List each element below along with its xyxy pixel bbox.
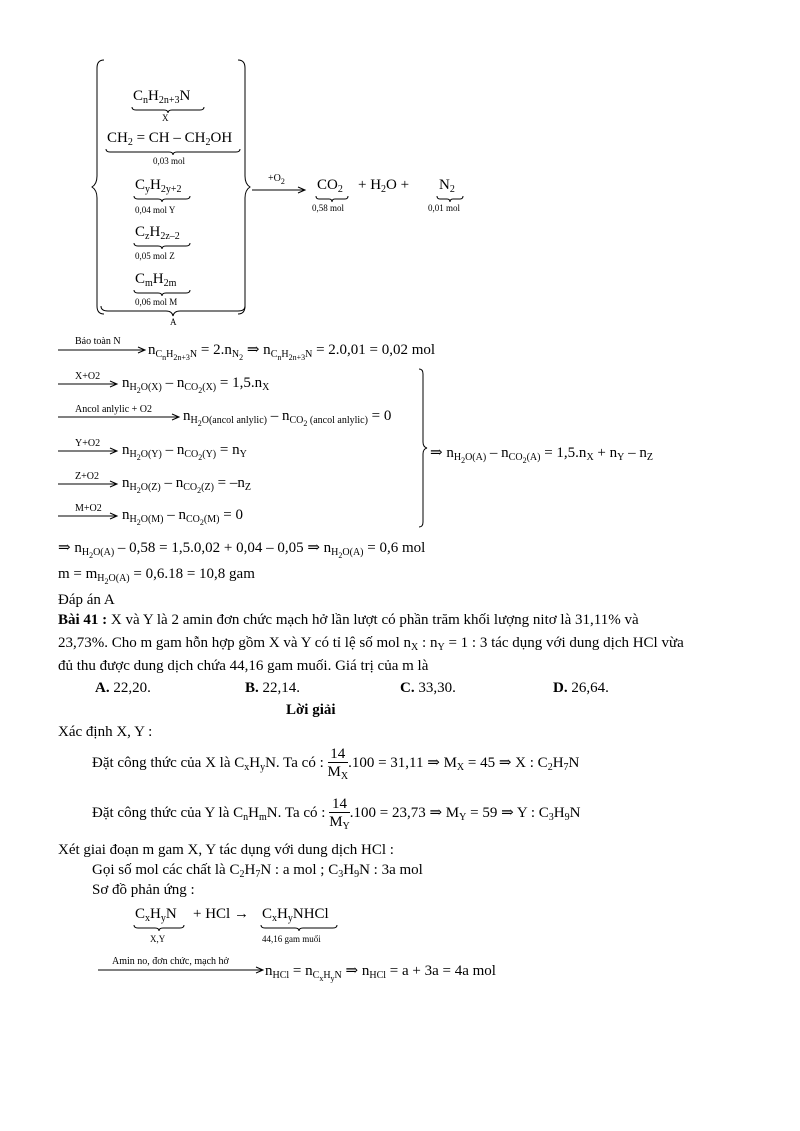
scheme-title: Sơ đồ phản ứng : bbox=[92, 882, 195, 898]
sys-label-z: Z+O2 bbox=[75, 471, 99, 482]
problem-text-2b: : n bbox=[418, 635, 438, 651]
problem-text-1: X và Y là 2 amin đơn chức mạch hở lần lượt có phần trăm khối lượng nitơ là 31,11% và bbox=[110, 612, 639, 628]
y-formula-line: Đặt công thức của Y là $C_nH_mN$. Ta có : $\frac{14}{M_Y}$ .100 = 23,73 ⇒ $M_Y = 59$ ⇒ Y : $C_3H_9N$ bbox=[92, 796, 581, 832]
problem-line-1 bbox=[58, 612, 639, 629]
sys-eq-z: $n_{H_2O(Z)} - n_{CO_2(Z)} = -n_Z$ bbox=[122, 475, 251, 495]
sys-label-allyl: Ancol anlylic + O2 bbox=[75, 404, 153, 415]
reactant-label: X,Y bbox=[150, 934, 166, 944]
sys-label-m: M+O2 bbox=[75, 503, 102, 514]
arrow-icon bbox=[58, 380, 120, 388]
product-n2: $N_2$ bbox=[439, 177, 455, 195]
underbrace bbox=[133, 289, 191, 297]
underbrace bbox=[436, 195, 464, 203]
product-salt: $C_xH_yNHCl$ bbox=[262, 906, 329, 924]
problem-text-2c: = 1 : 3 tác dụng với dung dịch HCl vừa bbox=[444, 635, 684, 651]
arrow-icon bbox=[98, 966, 266, 974]
option-c[interactable]: C. 33,30. bbox=[400, 680, 456, 696]
product-co2: $CO_2$ bbox=[317, 177, 343, 195]
sys-eq-x: $n_{H_2O(X)} - n_{CO_2(X)} = 1,5.n_X$ bbox=[122, 375, 270, 395]
option-a[interactable]: A. 22,20. bbox=[95, 680, 151, 696]
formula-z: $C_zH_{2z-2}$ bbox=[135, 224, 180, 242]
bao-toan-eq: $n_{C_nH_{2n+3}N} = 2.n_{N_2}$ ⇒ $n_{C_nH_{2n+3}N} = 2.0,01 = 0,02$ mol bbox=[148, 342, 436, 362]
formula-allyl-alcohol: $CH_2$ = CH – $CH_2OH$ bbox=[107, 130, 233, 148]
formula-y: $C_yH_{2y+2}$ bbox=[135, 177, 182, 195]
x-formula-line: Đặt công thức của X là $C_xH_yN$. Ta có : $\frac{14}{M_X}$ .100 = 31,11 ⇒ $M_X = 45$ ⇒ X : $C_2H_7N$ bbox=[92, 746, 580, 782]
arrow-icon bbox=[58, 346, 148, 354]
moles-line: Gọi số mol các chất là $C_2H_7N$ : a mol ; $C_3H_9N$ : 3a mol bbox=[92, 862, 423, 880]
group-label: A bbox=[170, 317, 177, 327]
sys-eq-allyl: $n_{H_2O(ancol anlylic)} - n_{CO_2 (ancol anlylic)} = 0$ bbox=[183, 408, 392, 428]
arrow-icon bbox=[252, 186, 308, 194]
arrow-icon bbox=[58, 413, 182, 421]
option-d[interactable]: D. 26,64. bbox=[553, 680, 609, 696]
underbrace bbox=[133, 242, 191, 250]
problem-title: Bài 41 : bbox=[58, 612, 108, 628]
sys-eq-m: $n_{H_2O(M)} - n_{CO_2(M)} = 0$ bbox=[122, 507, 243, 527]
problem-text-3: đủ thu được dung dịch chứa 44,16 gam muối. Giá trị của m là bbox=[58, 658, 429, 674]
answer-1: Đáp án A bbox=[58, 592, 115, 608]
arrow-icon bbox=[58, 512, 120, 520]
underbrace bbox=[315, 195, 349, 203]
formula-x-label: X bbox=[162, 113, 169, 123]
final-eq: $n_{HCl} = n_{C_xH_yN}$ ⇒ $n_{HCl} = a + 3a = 4a$ mol bbox=[265, 963, 496, 983]
product-salt-label: 44,16 gam muối bbox=[262, 934, 321, 944]
underbrace bbox=[105, 148, 241, 156]
underbrace bbox=[133, 195, 191, 203]
problem-line-2: 23,73%. Cho m gam hỗn hợp gồm X và Y có tỉ lệ số mol $n_X$ : $n_Y = 1$ : 3 tác dụng với dung dịch HCl vừa bbox=[58, 635, 684, 653]
option-b[interactable]: B. 22,14. bbox=[245, 680, 301, 696]
reactant-amine: $C_xH_yN$ bbox=[135, 906, 177, 924]
left-brace bbox=[92, 58, 106, 316]
formula-y-label: 0,04 mol Y bbox=[135, 205, 176, 215]
problem-text-2a: 23,73%. Cho m gam hỗn hợp gồm X và Y có tỉ lệ số mol n bbox=[58, 635, 412, 651]
formula-m: $C_mH_{2m}$ bbox=[135, 271, 177, 289]
fraction-x: $\frac{14}{M_X}$ bbox=[327, 746, 349, 782]
sys-label-y: Y+O2 bbox=[75, 438, 101, 449]
reactant-hcl: + HCl → bbox=[193, 906, 249, 922]
calc-m: $m = m_{H_2O(A)} = 0,6.18 = 10,8$ gam bbox=[58, 566, 255, 586]
product-co2-label: 0,58 mol bbox=[312, 203, 345, 213]
formula-x: $C_nH_{2n+3}N$ bbox=[133, 88, 191, 106]
underbrace bbox=[133, 924, 185, 932]
sys-eq-y: $n_{H_2O(Y)} - n_{CO_2(Y)} = n_Y$ bbox=[122, 442, 247, 462]
fraction-y: $\frac{14}{M_Y}$ bbox=[329, 796, 350, 832]
calc-h2o: ⇒ $n_{H_2O(A)} - 0,58 = 1,5.0,02 + 0,04 - 0,05$ ⇒ $n_{H_2O(A)} = 0,6$ mol bbox=[58, 540, 426, 560]
formula-z-label: 0,05 mol Z bbox=[135, 251, 175, 261]
product-h2o: + $H_2O$ + bbox=[358, 177, 410, 195]
underbrace bbox=[260, 924, 338, 932]
system-brace bbox=[418, 368, 428, 528]
right-brace bbox=[236, 58, 250, 316]
amin-label: Amin no, đơn chức, mạch hở bbox=[112, 956, 229, 967]
solution-heading: Lời giải bbox=[286, 702, 336, 718]
arrow-icon bbox=[58, 447, 120, 455]
sys-label-x: X+O2 bbox=[75, 371, 101, 382]
determine-xy: Xác định X, Y : bbox=[58, 724, 153, 740]
product-n2-label: 0,01 mol bbox=[428, 203, 461, 213]
formula-allyl-label: 0,03 mol bbox=[153, 156, 186, 166]
arrow-label: $+O_2$ bbox=[268, 173, 285, 186]
stage-line: Xét giai đoạn m gam X, Y tác dụng với dung dịch HCl : bbox=[58, 842, 394, 858]
formula-m-label: 0,06 mol M bbox=[135, 297, 178, 307]
sys-result: ⇒ $n_{H_2O(A)} - n_{CO_2(A)} = 1,5.n_X + n_Y - n_Z$ bbox=[430, 445, 653, 465]
bao-toan-label: Bảo toàn N bbox=[75, 336, 121, 347]
arrow-icon bbox=[58, 480, 120, 488]
